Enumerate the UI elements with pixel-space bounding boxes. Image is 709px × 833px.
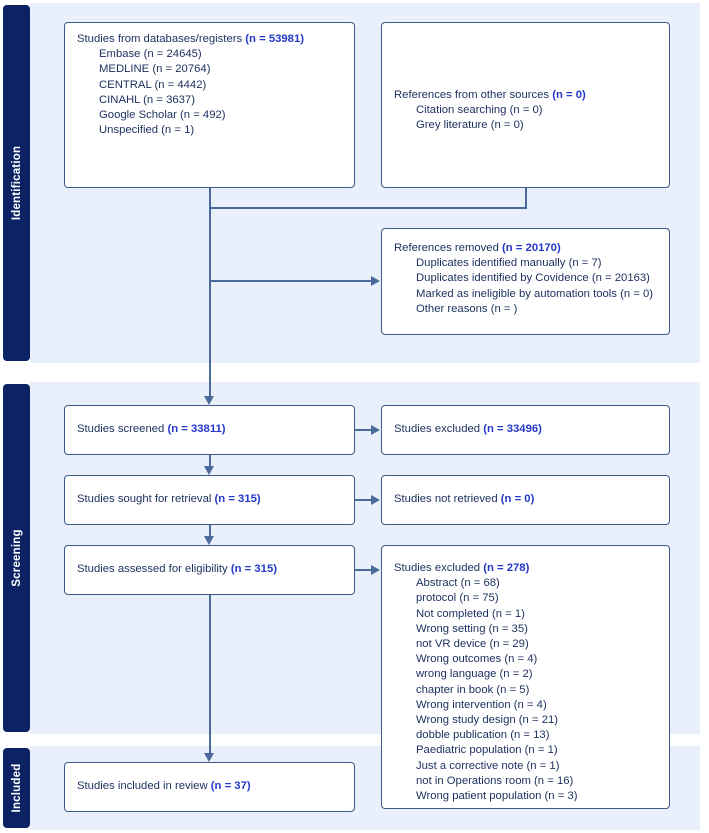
box-item: Duplicates identified by Covidence (n = 20163) xyxy=(416,272,650,285)
sidebar-label-identification: Identification xyxy=(10,145,23,221)
box-title: Studies not retrieved (n = 0) xyxy=(394,493,535,506)
box-item: Wrong study design (n = 21) xyxy=(416,714,559,727)
sidebar-screening xyxy=(3,384,30,732)
connector-screened-to-sought xyxy=(209,455,211,466)
box-item: Duplicates identified manually (n = 7) xyxy=(416,257,602,270)
box-item: MEDLINE (n = 20764) xyxy=(99,63,211,76)
box-item: Just a corrective note (n = 1) xyxy=(416,759,560,772)
box-item: protocol (n = 75) xyxy=(416,592,499,605)
box-references-removed xyxy=(381,228,670,335)
box-studies-included-review xyxy=(64,762,355,812)
box-item: Abstract (n = 68) xyxy=(416,577,500,590)
arrow-to-references-removed xyxy=(371,276,380,286)
connector-screened-to-excluded xyxy=(355,429,372,431)
box-item: Unspecified (n = 1) xyxy=(99,124,195,137)
box-item: Wrong outcomes (n = 4) xyxy=(416,653,538,666)
arrow-to-sought-retrieval xyxy=(204,466,214,475)
box-studies-excluded-eligibility xyxy=(381,545,670,809)
box-studies-excluded-screening xyxy=(381,405,670,455)
box-studies-sought-retrieval xyxy=(64,475,355,525)
box-item: Wrong intervention (n = 4) xyxy=(416,698,547,711)
box-title: References removed (n = 20170) xyxy=(394,242,561,254)
box-item: Grey literature (n = 0) xyxy=(416,119,524,132)
box-item: Not completed (n = 1) xyxy=(416,607,525,620)
box-title: Studies excluded (n = 33496) xyxy=(394,423,542,436)
connector-sought-to-notretrieved xyxy=(355,499,372,501)
box-references-other-sources xyxy=(381,22,670,188)
box-item: chapter in book (n = 5) xyxy=(416,683,530,696)
box-item: not VR device (n = 29) xyxy=(416,638,529,651)
connector-othersources-down xyxy=(525,188,527,208)
arrow-to-studies-included xyxy=(204,753,214,762)
box-title: Studies excluded (n = 278) xyxy=(394,562,530,574)
box-title: Studies included in review (n = 37) xyxy=(77,780,251,793)
box-title: References from other sources (n = 0) xyxy=(394,89,586,101)
connector-merge-bar xyxy=(209,207,527,209)
connector-branch-to-removed xyxy=(209,280,372,282)
box-studies-not-retrieved xyxy=(381,475,670,525)
box-item: Wrong setting (n = 35) xyxy=(416,622,528,635)
sidebar-label-screening: Screening xyxy=(10,529,23,587)
box-title: Studies from databases/registers (n = 53981) xyxy=(77,33,304,45)
box-item: dobble publication (n = 13) xyxy=(416,729,550,742)
arrow-to-studies-screened xyxy=(204,396,214,405)
connector-assessed-to-included xyxy=(209,595,211,753)
box-item: Paediatric population (n = 1) xyxy=(416,744,558,757)
sidebar-included xyxy=(3,748,30,828)
connector-main-trunk xyxy=(209,207,211,397)
box-studies-assessed-eligibility xyxy=(64,545,355,595)
arrow-to-studies-not-retrieved xyxy=(371,495,380,505)
box-item: Embase (n = 24645) xyxy=(99,48,202,61)
connector-sought-to-assessed xyxy=(209,525,211,536)
box-title: Studies sought for retrieval (n = 315) xyxy=(77,493,261,506)
arrow-to-assessed-eligibility xyxy=(204,536,214,545)
arrow-to-studies-excluded-screening xyxy=(371,425,380,435)
connector-databases-down xyxy=(209,188,211,208)
box-item: Wrong patient population (n = 3) xyxy=(416,790,578,803)
box-item: not in Operations room (n = 16) xyxy=(416,774,574,787)
sidebar-identification xyxy=(3,5,30,361)
arrow-to-studies-excluded-eligibility xyxy=(371,565,380,575)
box-item: Google Scholar (n = 492) xyxy=(99,109,226,122)
box-item: CENTRAL (n = 4442) xyxy=(99,78,207,91)
connector-assessed-to-excluded xyxy=(355,569,372,571)
box-item: wrong language (n = 2) xyxy=(416,668,533,681)
box-title: Studies screened (n = 33811) xyxy=(77,423,226,436)
box-studies-from-databases xyxy=(64,22,355,188)
box-item: CINAHL (n = 3637) xyxy=(99,93,195,106)
box-item: Citation searching (n = 0) xyxy=(416,104,543,117)
box-studies-screened xyxy=(64,405,355,455)
box-title: Studies assessed for eligibility (n = 315) xyxy=(77,563,277,576)
sidebar-label-included: Included xyxy=(10,763,23,813)
box-item: Marked as ineligible by automation tools (n = 0) xyxy=(416,287,654,300)
box-item: Other reasons (n = ) xyxy=(416,302,518,315)
